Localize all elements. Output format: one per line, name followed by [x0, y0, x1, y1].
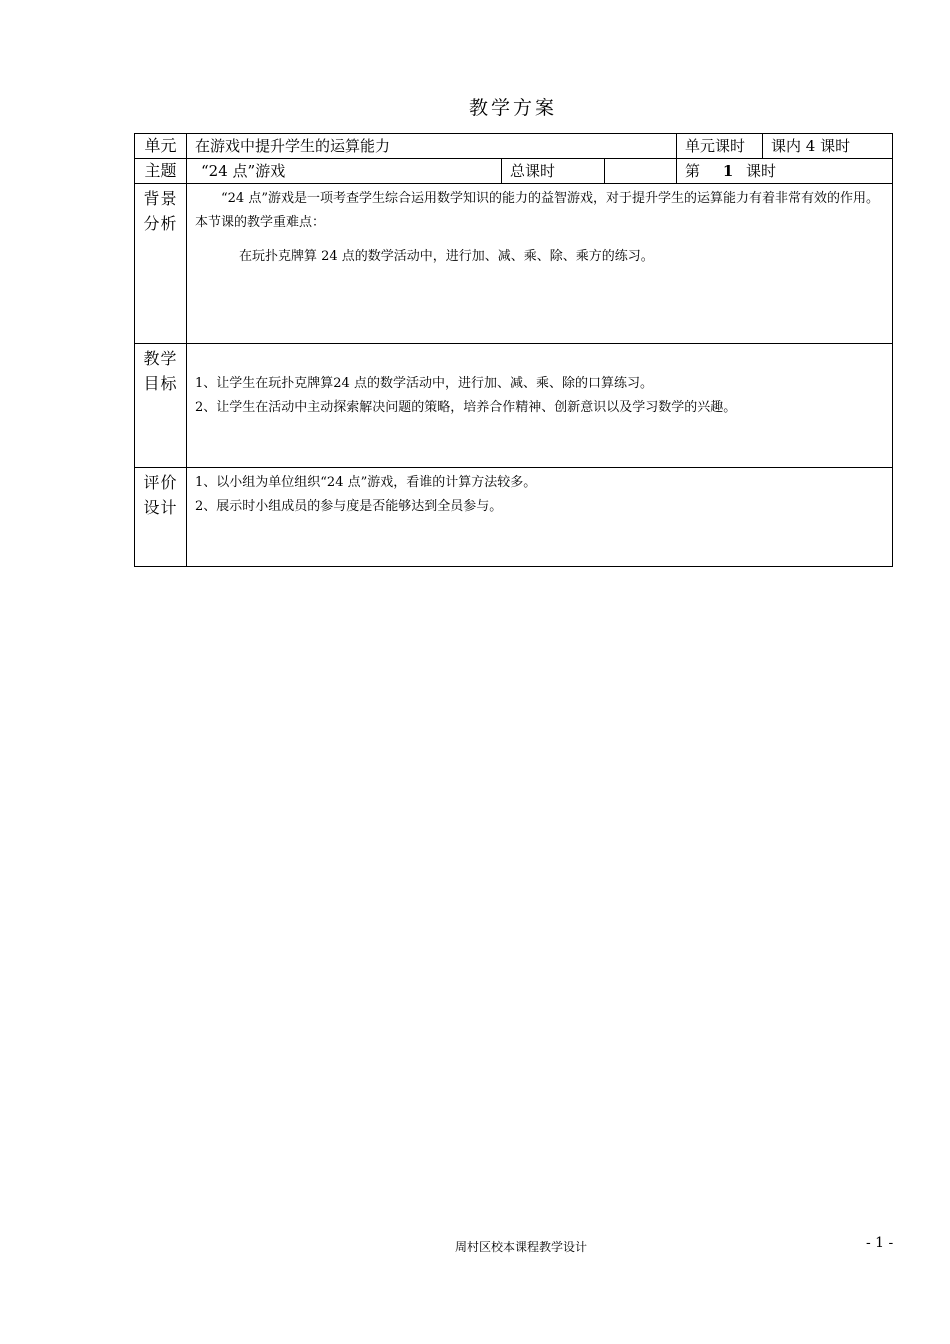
row-background — [135, 184, 893, 344]
evaluation-label-1: 评价 — [143, 473, 178, 492]
row-evaluation — [135, 468, 893, 567]
evaluation-label-2: 设计 — [143, 498, 178, 517]
lesson-plan-table — [134, 133, 893, 567]
lesson-number-cell — [677, 159, 893, 184]
goals-label-2: 目标 — [143, 374, 178, 393]
goals-label-cell — [135, 344, 187, 468]
lesson-number: 1 — [722, 162, 734, 180]
unit-label: 单元 — [135, 134, 187, 159]
footer-page-number: - 1 - — [866, 1235, 894, 1251]
background-para-2: 本节课的教学重难点： — [195, 215, 326, 230]
row-unit — [135, 134, 893, 159]
unit-hours-label: 单元课时 — [677, 134, 763, 159]
footer-school-name: 周村区校本课程教学设计 — [454, 1240, 587, 1254]
background-content — [187, 184, 893, 344]
topic-label: 主题 — [135, 159, 187, 184]
topic-value-text: “24 点”游戏 — [201, 162, 286, 180]
topic-value — [187, 159, 502, 184]
lesson-prefix: 第 — [685, 162, 701, 180]
evaluation-item-2: 2、展示时小组成员的参与度是否能够达到全员参与。 — [195, 499, 503, 514]
unit-value: 在游戏中提升学生的运算能力 — [187, 134, 677, 159]
evaluation-label-cell — [135, 468, 187, 567]
evaluation-item-1: 1、以小组为单位组织“24 点”游戏，看谁的计算方法较多。 — [195, 475, 537, 490]
background-label-2: 分析 — [143, 214, 178, 233]
goals-item-2: 2、让学生在活动中主动探索解决问题的策略，培养合作精神、创新意识以及学习数学的兴趣。 — [195, 400, 737, 415]
background-para-3: 在玩扑克牌算 24 点的数学活动中，进行加、减、乘、除、乘方的练习。 — [239, 249, 654, 264]
background-para-1: “24 点”游戏是一项考查学生综合运用数学知识的能力的益智游戏，对于提升学生的运算能力有着非常有效的作用。 — [221, 191, 879, 206]
total-hours-value — [605, 159, 677, 184]
goals-item-1: 1、让学生在玩扑克牌算24 点的数学活动中，进行加、减、乘、除的口算练习。 — [195, 376, 653, 391]
background-label-1: 背景 — [143, 189, 178, 208]
background-label-cell — [135, 184, 187, 344]
total-hours-label: 总课时 — [502, 159, 605, 184]
goals-content — [187, 344, 893, 468]
row-topic — [135, 159, 893, 184]
document-title: 教学方案 — [468, 97, 557, 119]
row-goals — [135, 344, 893, 468]
unit-hours-value: 课内 4 课时 — [763, 134, 893, 159]
lesson-suffix: 课时 — [746, 162, 777, 180]
goals-label-1: 教学 — [143, 349, 178, 368]
evaluation-content — [187, 468, 893, 567]
